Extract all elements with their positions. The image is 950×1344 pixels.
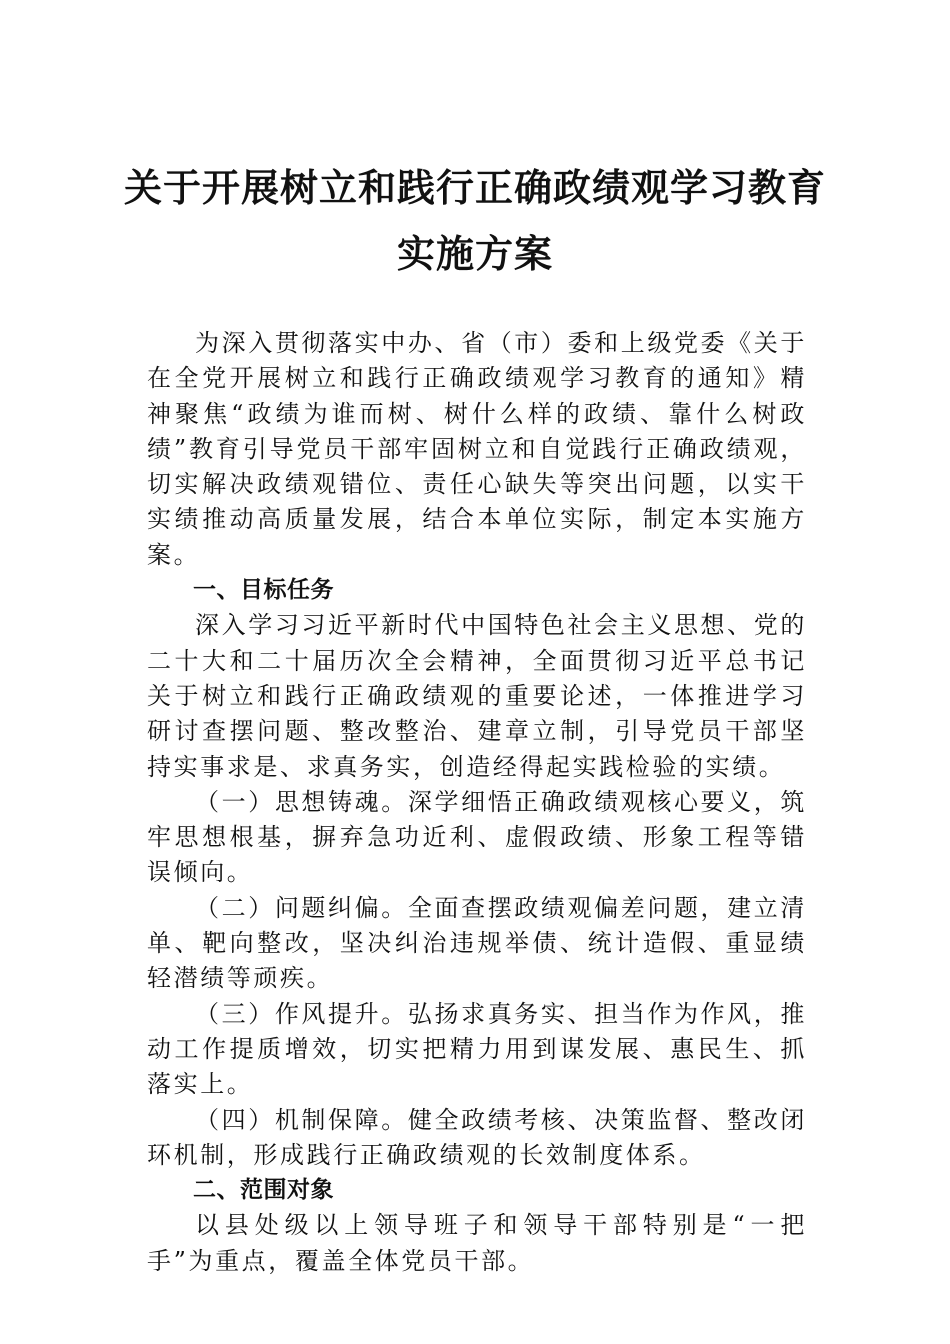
objective-item-3: （三）作风提升。弘扬求真务实、担当作为作风，推动工作提质增效，切实把精力用到谋发展、惠民生、抓落实上。 [147, 999, 807, 1099]
section-heading-scope: 二、范围对象 [193, 1177, 334, 1204]
section-heading-objectives: 一、目标任务 [193, 577, 334, 604]
document-title-line-2: 实施方案 [396, 231, 553, 276]
intro-paragraph: 为深入贯彻落实中办、省（市）委和上级党委《关于在全党开展树立和践行正确政绩观学习教育的通知》精神聚焦“政绩为谁而树、树什么样的政绩、靠什么树政绩”教育引导党员干部牢固树立和自觉践行正确政绩观，切实解决政绩观错位、责任心缺失等突出问题，以实干实绩推动高质量发展，结合本单位实际，制定本实施方案。 [147, 329, 807, 569]
objectives-paragraph: 深入学习习近平新时代中国特色社会主义思想、党的二十大和二十届历次全会精神，全面贯彻习近平总书记关于树立和践行正确政绩观的重要论述，一体推进学习研讨查摆问题、整改整治、建章立制，引导党员干部坚持实事求是、求真务实，创造经得起实践检验的实绩。 [147, 611, 807, 781]
objective-item-4: （四）机制保障。健全政绩考核、决策监督、整改闭环机制，形成践行正确政绩观的长效制度体系。 [147, 1105, 807, 1169]
scope-paragraph: 以县处级以上领导班子和领导干部特别是“一把手”为重点，覆盖全体党员干部。 [147, 1211, 807, 1275]
objective-item-2: （二）问题纠偏。全面查摆政绩观偏差问题，建立清单、靶向整改，坚决纠治违规举债、统计造假、重显绩轻潜绩等顽疾。 [147, 893, 807, 993]
document-title-line-1: 关于开展树立和践行正确政绩观学习教育 [123, 165, 826, 210]
objective-item-1: （一）思想铸魂。深学细悟正确政绩观核心要义，筑牢思想根基，摒弃急功近利、虚假政绩、形象工程等错误倾向。 [147, 787, 807, 887]
document-body [147, 326, 807, 1279]
